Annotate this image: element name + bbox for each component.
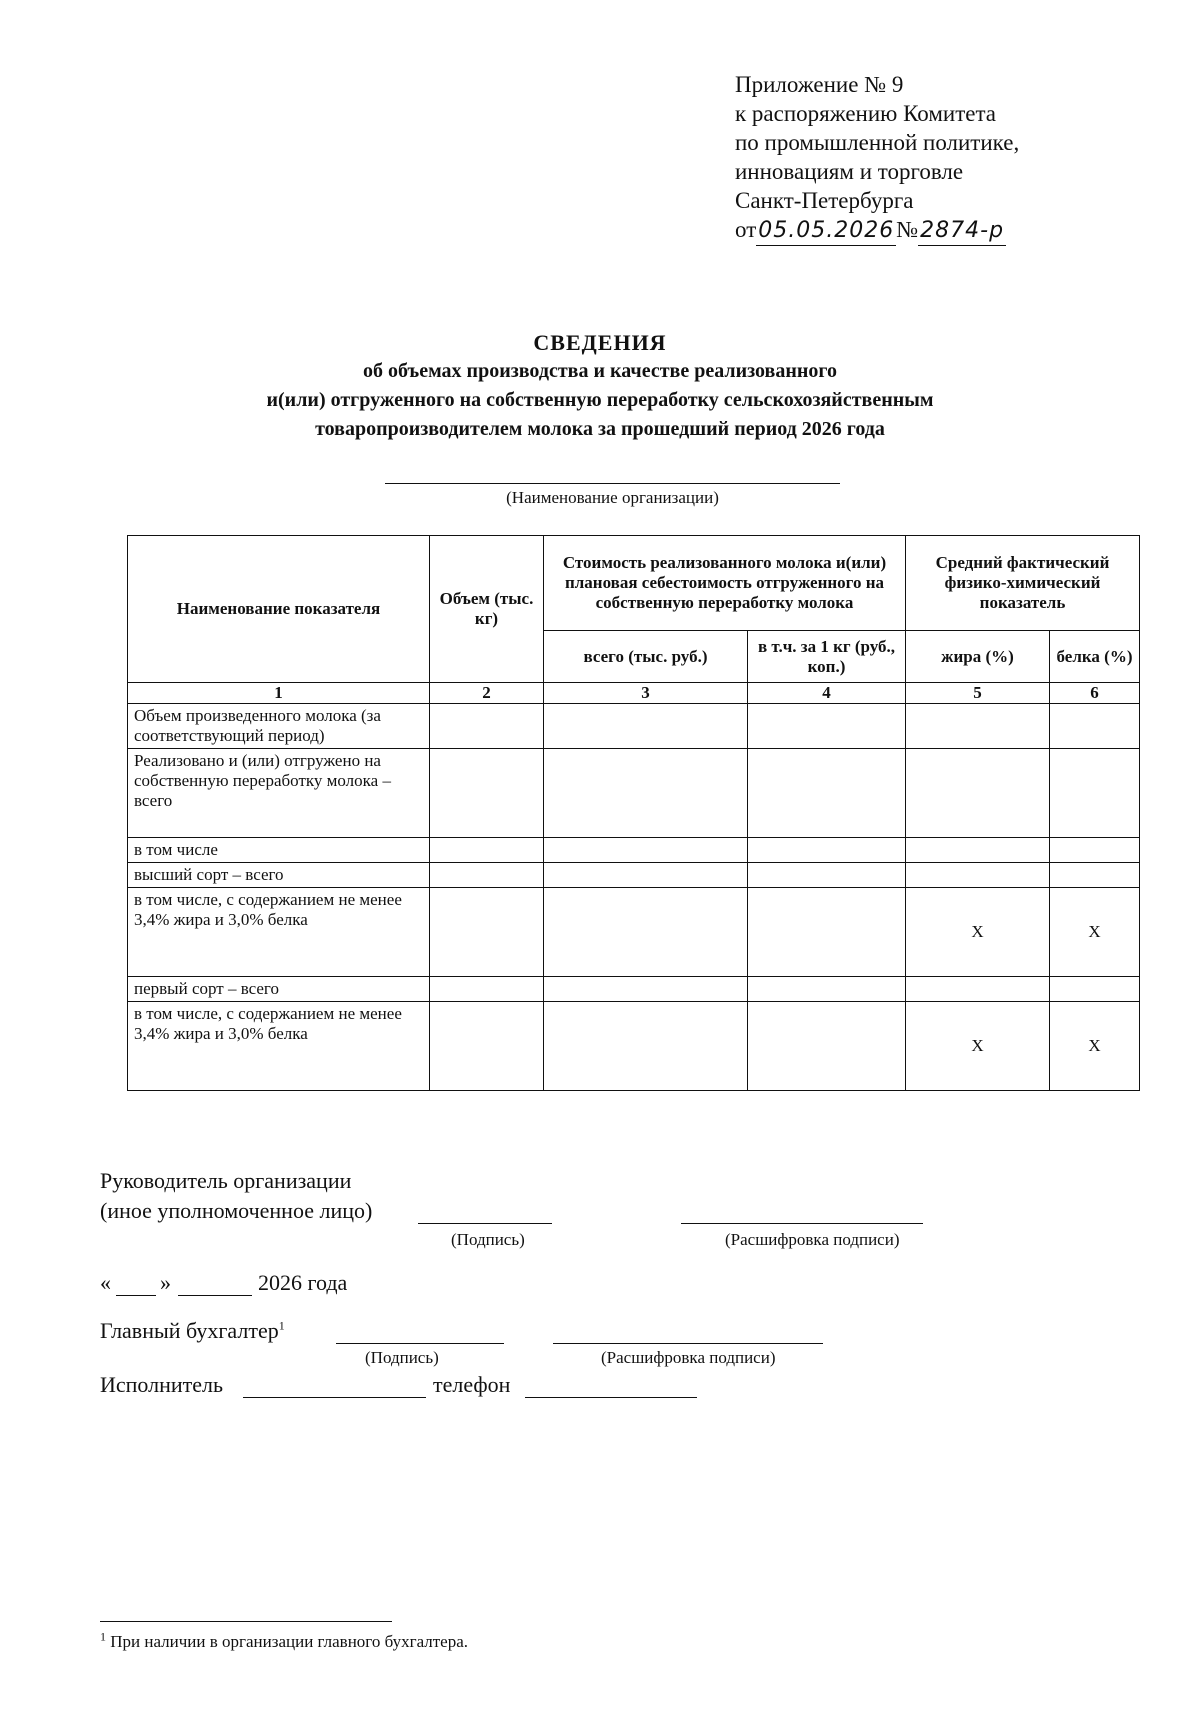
row-label: в том числе, с содержанием не менее 3,4% жира и 3,0% белка bbox=[128, 1002, 430, 1091]
handwritten-number: 2874-р bbox=[918, 216, 1006, 246]
cell-protein bbox=[1050, 704, 1140, 749]
row-label: Реализовано и (или) отгружено на собственную переработку молока – всего bbox=[128, 749, 430, 838]
cell-total bbox=[544, 863, 748, 888]
row-label: в том числе, с содержанием не менее 3,4% жира и 3,0% белка bbox=[128, 888, 430, 977]
table-row bbox=[128, 838, 1140, 863]
cell-fat bbox=[906, 838, 1050, 863]
column-number: 6 bbox=[1050, 683, 1140, 704]
table-row bbox=[128, 863, 1140, 888]
appendix-date-line bbox=[735, 215, 1019, 246]
chief-accountant-text: Главный бухгалтер bbox=[100, 1318, 279, 1343]
header-fat: жира (%) bbox=[906, 631, 1050, 683]
number-prefix: № bbox=[896, 217, 919, 242]
column-number: 2 bbox=[430, 683, 544, 704]
appendix-line: по промышленной политике, bbox=[735, 130, 1020, 155]
appendix-line: Санкт-Петербурга bbox=[735, 188, 914, 213]
header-cost-per-kg: в т.ч. за 1 кг (руб., коп.) bbox=[748, 631, 906, 683]
cell-total bbox=[544, 749, 748, 838]
cell-protein: X bbox=[1050, 1002, 1140, 1091]
date-day-line bbox=[116, 1295, 156, 1296]
cell-per-kg bbox=[748, 1002, 906, 1091]
title-main: СВЕДЕНИЯ bbox=[533, 330, 667, 355]
footnote-separator bbox=[100, 1621, 392, 1622]
cell-volume bbox=[430, 1002, 544, 1091]
column-number: 1 bbox=[128, 683, 430, 704]
cell-fat bbox=[906, 977, 1050, 1002]
cell-per-kg bbox=[748, 704, 906, 749]
cell-fat: X bbox=[906, 888, 1050, 977]
cell-fat bbox=[906, 704, 1050, 749]
cell-protein bbox=[1050, 863, 1140, 888]
header-volume: Объем (тыс. кг) bbox=[430, 536, 544, 683]
cell-per-kg bbox=[748, 888, 906, 977]
cell-total bbox=[544, 888, 748, 977]
cell-fat bbox=[906, 863, 1050, 888]
cell-protein bbox=[1050, 838, 1140, 863]
head-decode-line bbox=[681, 1223, 923, 1224]
cell-protein bbox=[1050, 749, 1140, 838]
head-signature-caption: (Подпись) bbox=[451, 1230, 525, 1249]
accountant-signature-line bbox=[336, 1343, 504, 1344]
cell-per-kg bbox=[748, 977, 906, 1002]
accountant-decode-caption: (Расшифровка подписи) bbox=[601, 1348, 776, 1367]
row-label: первый сорт – всего bbox=[128, 977, 430, 1002]
column-number: 3 bbox=[544, 683, 748, 704]
cell-volume bbox=[430, 749, 544, 838]
date-month-line bbox=[178, 1295, 252, 1296]
table-row bbox=[128, 1002, 1140, 1091]
header-avg-indicator: Средний фактический физико-химический показатель bbox=[906, 536, 1140, 631]
appendix-line: Приложение № 9 bbox=[735, 72, 904, 97]
footnote-mark: 1 bbox=[100, 1629, 106, 1644]
cell-protein bbox=[1050, 977, 1140, 1002]
cell-per-kg bbox=[748, 749, 906, 838]
table-row bbox=[128, 704, 1140, 749]
table-row bbox=[128, 749, 1140, 838]
appendix-header bbox=[735, 70, 1019, 246]
executor-label: Исполнитель bbox=[100, 1372, 224, 1397]
org-name-caption: (Наименование организации) bbox=[506, 488, 719, 507]
header-cost-total: всего (тыс. руб.) bbox=[544, 631, 748, 683]
row-label: высший сорт – всего bbox=[128, 863, 430, 888]
handwritten-date: 05.05.2026 bbox=[756, 216, 896, 246]
cell-per-kg bbox=[748, 863, 906, 888]
cell-total bbox=[544, 838, 748, 863]
cell-per-kg bbox=[748, 838, 906, 863]
from-prefix: от bbox=[735, 217, 757, 242]
cell-total bbox=[544, 1002, 748, 1091]
cell-volume bbox=[430, 704, 544, 749]
footnote-ref: 1 bbox=[278, 1318, 285, 1333]
header-protein: белка (%) bbox=[1050, 631, 1140, 683]
cell-volume bbox=[430, 977, 544, 1002]
chief-accountant-label bbox=[100, 1316, 285, 1346]
phone-label: телефон bbox=[433, 1372, 511, 1397]
footnote bbox=[100, 1629, 469, 1652]
cell-volume bbox=[430, 838, 544, 863]
appendix-line: инновациям и торговле bbox=[735, 159, 964, 184]
accountant-decode-line bbox=[553, 1343, 823, 1344]
title-line: об объемах производства и качестве реализованного bbox=[363, 360, 837, 382]
cell-volume bbox=[430, 863, 544, 888]
document-title bbox=[0, 328, 1200, 444]
table-row bbox=[128, 977, 1140, 1002]
table-row bbox=[128, 888, 1140, 977]
cell-protein: X bbox=[1050, 888, 1140, 977]
authorized-person-label: (иное уполномоченное лицо) bbox=[100, 1198, 373, 1223]
head-decode-caption: (Расшифровка подписи) bbox=[725, 1230, 900, 1249]
header-indicator-name: Наименование показателя bbox=[128, 536, 430, 683]
date-year-text: 2026 года bbox=[258, 1270, 348, 1295]
cell-volume bbox=[430, 888, 544, 977]
cell-total bbox=[544, 977, 748, 1002]
cell-fat: X bbox=[906, 1002, 1050, 1091]
row-label: в том числе bbox=[128, 838, 430, 863]
accountant-signature-caption: (Подпись) bbox=[365, 1348, 439, 1367]
phone-line bbox=[525, 1397, 697, 1398]
row-label: Объем произведенного молока (за соответствующий период) bbox=[128, 704, 430, 749]
report-table bbox=[127, 535, 1140, 1091]
executor-line bbox=[243, 1397, 426, 1398]
date-close-quote: » bbox=[160, 1270, 171, 1295]
title-line: товаропроизводителем молока за прошедший период 2026 года bbox=[315, 418, 885, 440]
head-signature-line bbox=[418, 1223, 552, 1224]
title-line: и(или) отгруженного на собственную переработку сельскохозяйственным bbox=[266, 389, 934, 411]
head-of-org-label: Руководитель организации bbox=[100, 1168, 352, 1193]
column-number: 5 bbox=[906, 683, 1050, 704]
org-name-line bbox=[385, 483, 840, 484]
cell-total bbox=[544, 704, 748, 749]
date-open-quote: « bbox=[100, 1270, 111, 1295]
column-number: 4 bbox=[748, 683, 906, 704]
appendix-line: к распоряжению Комитета bbox=[735, 101, 996, 126]
cell-fat bbox=[906, 749, 1050, 838]
header-cost: Стоимость реализованного молока и(или) плановая себестоимость отгруженного на собственную переработку молока bbox=[544, 536, 906, 631]
footnote-text: При наличии в организации главного бухгалтера. bbox=[110, 1632, 469, 1651]
